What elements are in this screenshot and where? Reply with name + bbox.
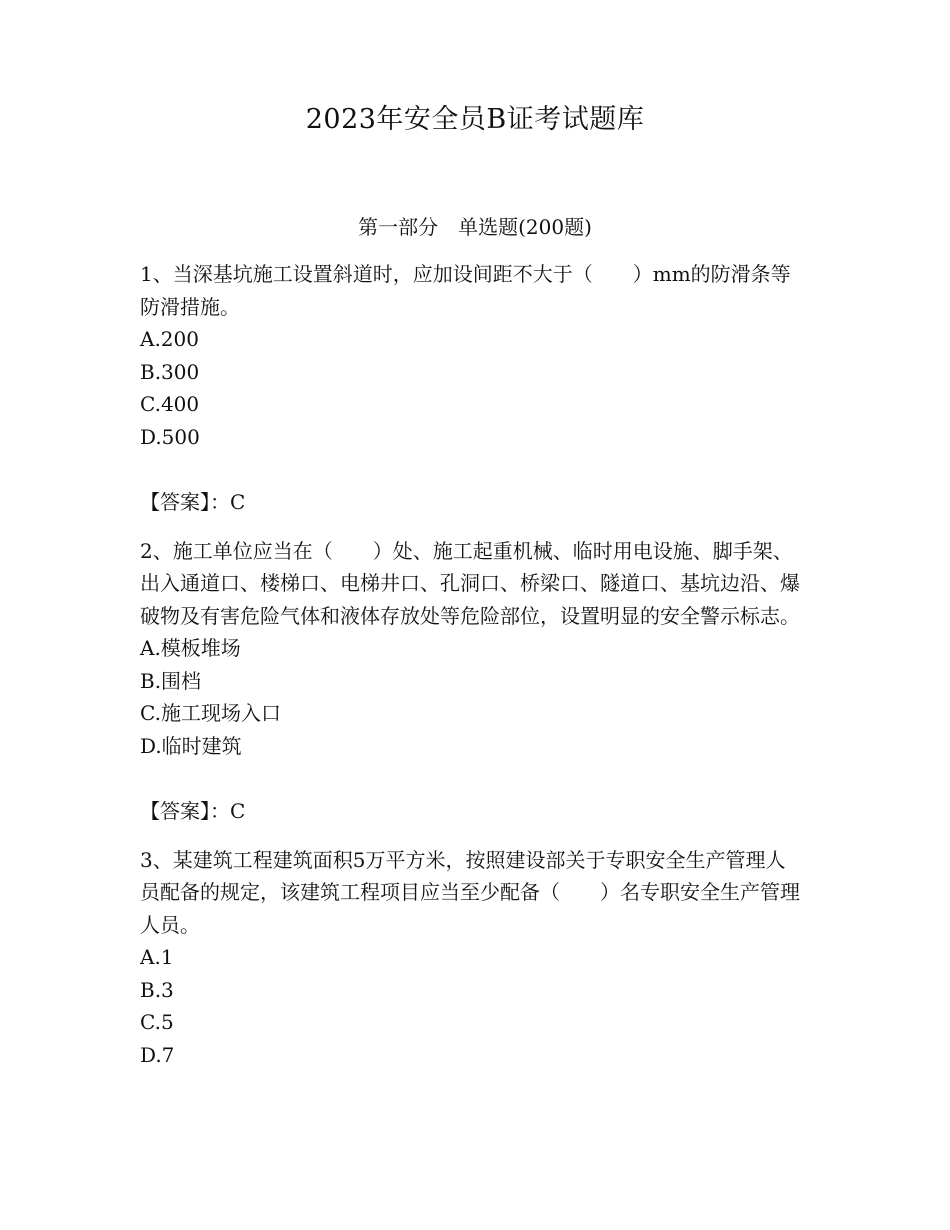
option-d: D.7 xyxy=(140,1042,175,1067)
answer-line: 【答案】：C xyxy=(140,490,246,514)
option-c: C.400 xyxy=(140,392,200,416)
option-a: A.200 xyxy=(140,327,199,351)
option-a: A.1 xyxy=(140,945,174,969)
section-heading: 第一部分 单选题(200题) xyxy=(358,215,592,239)
option-d: D.临时建筑 xyxy=(140,733,242,758)
option-b: B.围档 xyxy=(140,668,202,693)
option-c: C.5 xyxy=(140,1010,174,1034)
question-text: 3、某建筑工程建筑面积5万平方米，按照建设部关于专职安全生产管理人员配备的规定，该建筑工程项目应当至少配备（ ）名专职安全生产管理人员。 xyxy=(140,847,800,937)
question-text: 2、施工单位应当在（ ）处、施工起重机械、临时用电设施、脚手架、出入通道口、楼梯口、电梯井口、孔洞口、桥梁口、隧道口、基坑边沿、爆破物及有害危险气体和液体存放处等危险部位，设置明显的安全警示标志。 xyxy=(140,538,800,628)
option-b: B.300 xyxy=(140,359,200,384)
question-list xyxy=(140,258,805,1071)
option-b: B.3 xyxy=(140,977,174,1002)
option-c: C.施工现场入口 xyxy=(140,701,281,725)
option-a: A.模板堆场 xyxy=(140,636,241,660)
question-item xyxy=(140,258,805,519)
option-d: D.500 xyxy=(140,424,200,449)
question-text: 1、当深基坑施工设置斜道时，应加设间距不大于（ ）mm的防滑条等防滑措施。 xyxy=(140,262,791,319)
question-item xyxy=(140,535,805,828)
document-title: 2023年安全员B证考试题库 xyxy=(305,104,645,135)
question-item xyxy=(140,844,805,1072)
answer-line: 【答案】：C xyxy=(140,799,246,823)
